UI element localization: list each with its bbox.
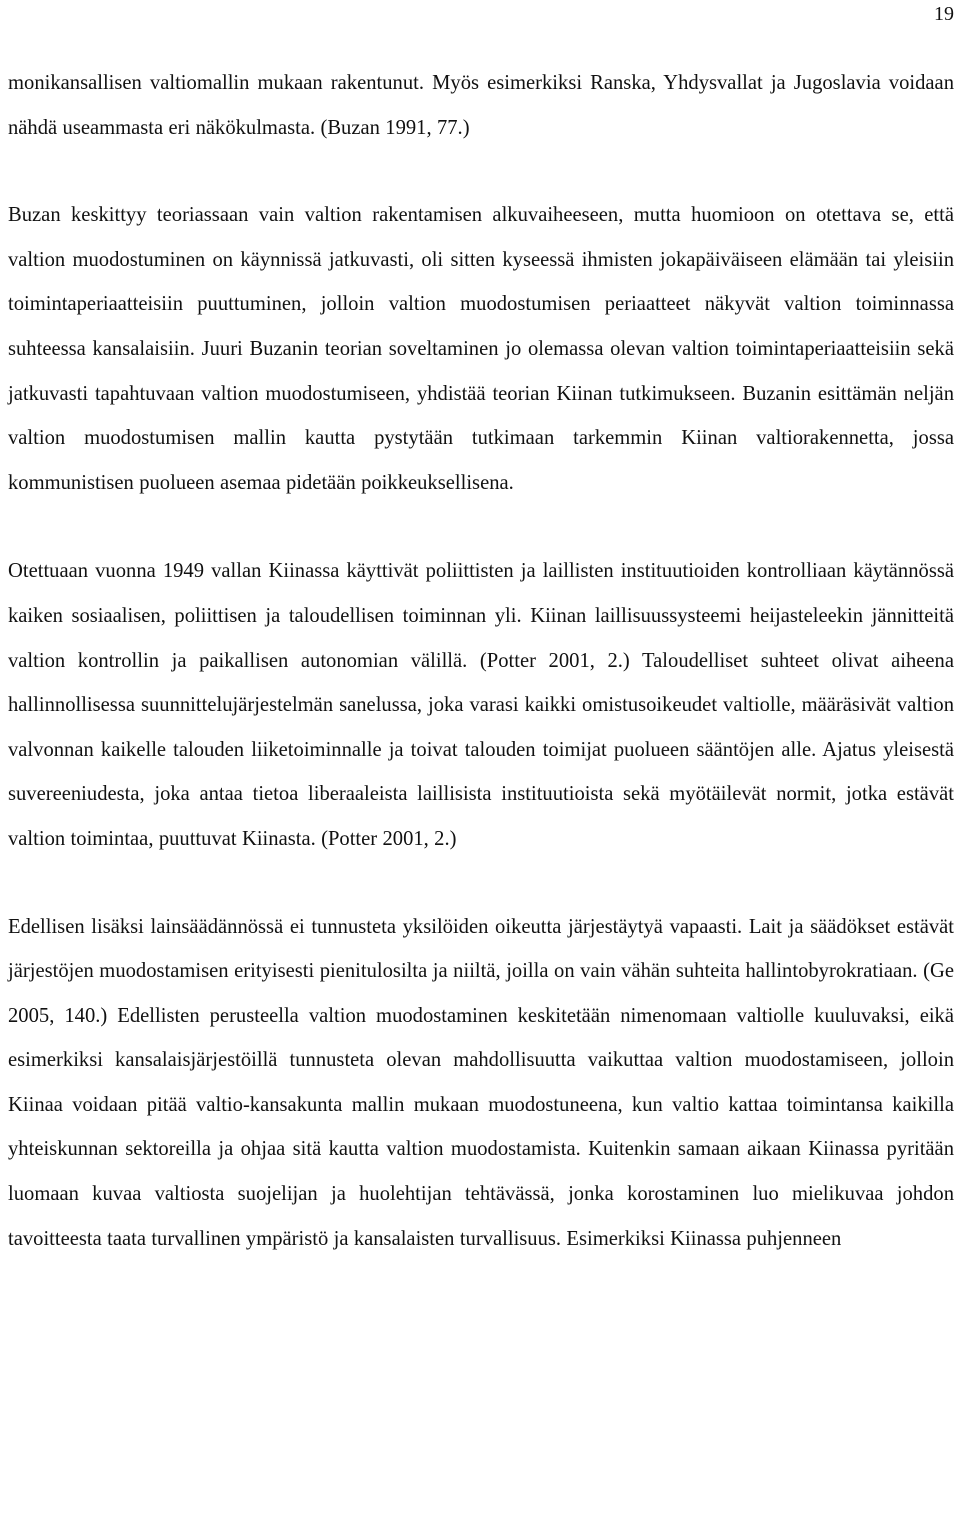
page-number: 19 bbox=[934, 3, 954, 25]
paragraph-2: Buzan keskittyy teoriassaan vain valtion rakentamisen alkuvaiheeseen, mutta huomioon on otettava se, että valtion muodostuminen on käynnissä jatkuvasti, oli sitten kyseessä ihmisten jokapäiväiseen elämään tai yleisiin toimintaperiaatteisiin puuttuminen, jolloin valtion muodostumisen periaatteet näkyvät valtion toiminnassa suhteessa kansalaisiin. Juuri Buzanin teorian soveltaminen jo olemassa olevan valtion toimintaperiaatteisiin sekä jatkuvasti tapahtuvaan valtion muodostumiseen, yhdistää teorian Kiinan tutkimukseen. Buzanin esittämän neljän valtion muodostumisen mallin kautta pystytään tutkimaan tarkemmin Kiinan valtiorakennetta, jossa kommunistisen puolueen asemaa pidetään poikkeuksellisena. bbox=[8, 204, 954, 494]
paragraph-4: Edellisen lisäksi lainsäädännössä ei tunnusteta yksilöiden oikeutta järjestäytyä vapaasti. Lait ja säädökset estävät järjestöjen muodostamisen erityisesti pienitulosilta ja niiltä, joilla on vain vähän suhteita hallintobyrokratiaan. (Ge 2005, 140.) Edellisten perusteella valtion muodostaminen keskitetään nimenomaan valtiolle kuuluvaksi, eikä esimerkiksi kansalaisjärjestöillä tunnusteta olevan mahdollisuutta vaikuttaa valtion muodostamiseen, jolloin Kiinaa voidaan pitää valtio-kansakunta mallin mukaan muodostuneena, kun valtio kattaa toimintansa kaikilla yhteiskunnan sektoreilla ja ohjaa sitä kautta valtion muodostamista. Kuitenkin samaan aikaan Kiinassa pyritään luomaan kuvaa valtiosta suojelijan ja huolehtijan tehtävässä, jonka korostaminen luo mielikuvaa johdon tavoitteesta taata turvallinen ympäristö ja kansalaisten turvallisuus. Esimerkiksi Kiinassa puhjenneen bbox=[8, 915, 954, 1250]
paragraph-1: monikansallisen valtiomallin mukaan rakentunut. Myös esimerkiksi Ranska, Yhdysvallat ja Jugoslavia voidaan nähdä useammasta eri näkökulmasta. (Buzan 1991, 77.) bbox=[8, 72, 954, 139]
paragraph-3: Otettuaan vuonna 1949 vallan Kiinassa käyttivät poliittisten ja laillisten instituutioiden kontrolliaan käytännössä kaiken sosiaalisen, poliittisen ja taloudellisen toiminnan yli. Kiinan laillisuussysteemi heijasteleekin jännitteitä valtion kontrollin ja paikallisen autonomian välillä. (Potter 2001, 2.) Taloudelliset suhteet olivat aiheena hallinnollisessa suunnittelujärjestelmän sanelussa, joka varasi kaikki omistusoikeudet valtiolle, määräsivät valtion valvonnan kaikelle talouden liiketoiminnalle ja toivat talouden toimijat puolueen sääntöjen alle. Ajatus yleisestä suvereeniudesta, joka antaa tietoa liberaaleista laillisista instituutioista sekä myötäilevät normit, jotka estävät valtion toimintaa, puuttuvat Kiinasta. (Potter 2001, 2.) bbox=[8, 560, 954, 850]
